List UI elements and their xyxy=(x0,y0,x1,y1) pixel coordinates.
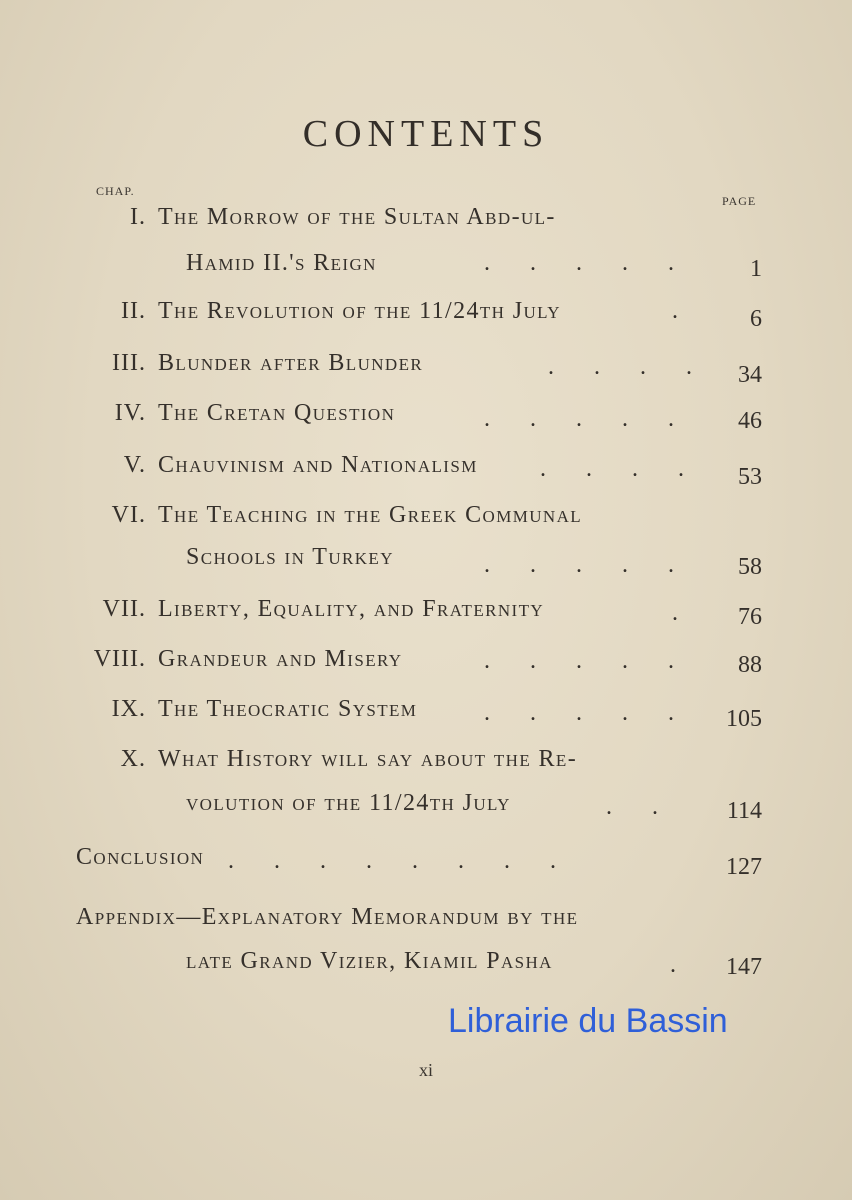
page-number: 76 xyxy=(738,604,762,630)
page-number: 34 xyxy=(738,362,762,388)
leader-dots: . xyxy=(672,600,678,626)
page-title: CONTENTS xyxy=(302,113,550,155)
chapter-title: Chauvinism and Nationalism xyxy=(158,452,478,478)
leader-dots: . . . . . xyxy=(484,700,674,726)
chapter-number: IV. xyxy=(114,400,146,426)
chapter-title: Liberty, Equality, and Fraternity xyxy=(158,596,545,622)
chapter-number: V. xyxy=(123,452,146,478)
leader-dots: . . . . . xyxy=(484,250,674,276)
chapter-number: VI. xyxy=(111,502,146,528)
page-number: 46 xyxy=(738,408,762,434)
leader-dots: . . . . . . . . xyxy=(228,848,556,874)
chapter-number: VII. xyxy=(102,596,146,622)
chapter-number: II. xyxy=(121,298,146,324)
leader-dots: . xyxy=(670,952,676,978)
chapter-number: IX. xyxy=(111,696,146,722)
page-number: 58 xyxy=(738,554,762,580)
page-number: 1 xyxy=(750,256,762,282)
page-number: 53 xyxy=(738,464,762,490)
chapter-title: The Theocratic System xyxy=(158,696,418,722)
chapter-column-header: CHAP. xyxy=(96,184,135,198)
chapter-number: III. xyxy=(112,350,146,376)
page-number: 127 xyxy=(726,854,762,880)
chapter-title: The Revolution of the 11/24th July xyxy=(158,298,561,324)
chapter-title: What History will say about the Re- xyxy=(158,746,578,772)
page-column-header: PAGE xyxy=(722,194,757,208)
chapter-title-continued: volution of the 11/24th July xyxy=(186,790,511,816)
appendix-title: Appendix—Explanatory Memorandum by the xyxy=(76,904,579,930)
chapter-number: X. xyxy=(120,746,146,772)
leader-dots: . xyxy=(672,298,678,324)
appendix-title-continued: late Grand Vizier, Kiamil Pasha xyxy=(186,948,553,974)
folio-page-number: xi xyxy=(418,1060,433,1080)
chapter-title: The Teaching in the Greek Communal xyxy=(158,502,583,528)
page-number: 6 xyxy=(750,306,762,332)
leader-dots: . . . . xyxy=(540,456,684,482)
leader-dots: . . . . . xyxy=(484,552,674,578)
seller-watermark: Librairie du Bassin xyxy=(448,1002,728,1040)
conclusion-title: Conclusion xyxy=(76,844,205,870)
chapter-title-continued: Schools in Turkey xyxy=(186,544,394,570)
leader-dots: . . xyxy=(606,794,658,820)
chapter-title: The Cretan Question xyxy=(158,400,396,426)
chapter-number: I. xyxy=(130,204,146,230)
chapter-title-continued: Hamid II.'s Reign xyxy=(186,250,377,276)
page-number: 105 xyxy=(726,706,762,732)
leader-dots: . . . . . xyxy=(484,406,674,432)
chapter-title: Grandeur and Misery xyxy=(158,646,403,672)
chapter-title: The Morrow of the Sultan Abd-ul- xyxy=(158,204,556,230)
page-number: 147 xyxy=(726,954,762,980)
leader-dots: . . . . xyxy=(548,354,692,380)
page-number: 114 xyxy=(726,798,762,824)
page-number: 88 xyxy=(738,652,762,678)
chapter-title: Blunder after Blunder xyxy=(158,350,424,376)
leader-dots: . . . . . xyxy=(484,648,674,674)
chapter-number: VIII. xyxy=(93,646,146,672)
